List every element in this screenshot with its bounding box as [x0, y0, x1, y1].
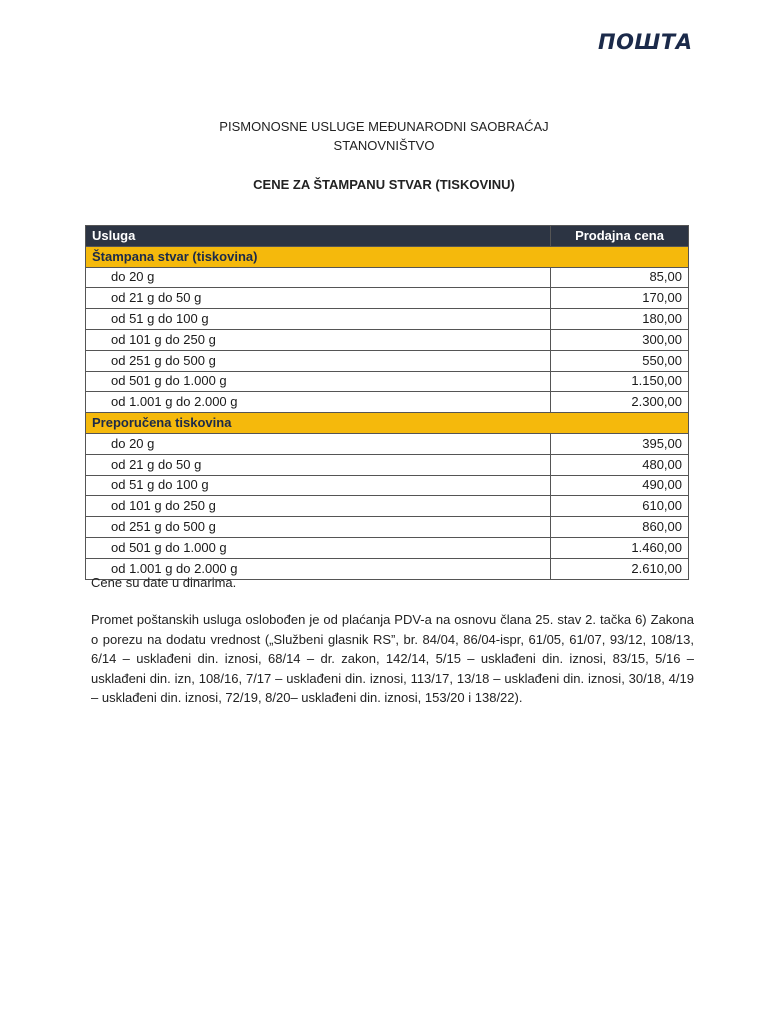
table-row	[86, 475, 689, 496]
price-cell: 2.610,00	[551, 558, 689, 579]
legal-note: Promet poštanskih usluga oslobođen je od plaćanja PDV-a na osnovu člana 25. stav 2. tačka 6) Zakona o porezu na dodatu vrednost („Službeni glasnik RS”, br. 84/04, 86/04-ispr, 61/05, 61/07, 93/12, 108/13, 6/14 – usklađeni din. iznosi, 68/14 – dr. zakon, 142/14, 5/15 – usklađeni din. iznosi, 83/15, 5/16 – usklađeni din. izn, 108/16, 7/17 – usklađeni din. iznosi, 113/17, 13/18 – usklađeni din. iznosi, 30/18, 4/19 – usklađeni din. iznosi, 72/19, 8/20– usklađeni din. iznosi, 153/20 i 138/22).	[91, 612, 694, 705]
section-title: Preporučena tiskovina	[86, 413, 689, 434]
table-row	[86, 329, 689, 350]
weight-range-cell: od 51 g do 100 g	[86, 309, 551, 330]
price-cell: 85,00	[551, 267, 689, 288]
price-cell: 300,00	[551, 329, 689, 350]
table-section-row	[86, 413, 689, 434]
weight-range-cell: do 20 g	[86, 433, 551, 454]
document-title-line1: PISMONOSNE USLUGE MEĐUNARODNI SAOBRAĆAJ	[219, 119, 549, 134]
table-row	[86, 517, 689, 538]
weight-range-cell: do 20 g	[86, 267, 551, 288]
price-cell: 860,00	[551, 517, 689, 538]
weight-range-cell: od 21 g do 50 g	[86, 288, 551, 309]
price-cell: 1.460,00	[551, 537, 689, 558]
weight-range-cell: od 1.001 g do 2.000 g	[86, 392, 551, 413]
price-cell: 550,00	[551, 350, 689, 371]
table-row	[86, 350, 689, 371]
weight-range-cell: od 501 g do 1.000 g	[86, 371, 551, 392]
price-table	[85, 225, 689, 580]
table-row	[86, 537, 689, 558]
price-cell: 1.150,00	[551, 371, 689, 392]
price-cell: 395,00	[551, 433, 689, 454]
section-title: Štampana stvar (tiskovina)	[86, 246, 689, 267]
weight-range-cell: od 51 g do 100 g	[86, 475, 551, 496]
document-title-line2: STANOVNIŠTVO	[333, 138, 435, 153]
table-header-row	[86, 226, 689, 247]
table-row	[86, 267, 689, 288]
weight-range-cell: od 501 g do 1.000 g	[86, 537, 551, 558]
price-column-header: Prodajna cena	[551, 226, 689, 247]
weight-range-cell: od 251 g do 500 g	[86, 517, 551, 538]
table-row	[86, 392, 689, 413]
currency-note: Cene su date u dinarima.	[91, 575, 237, 590]
table-row	[86, 454, 689, 475]
table-body	[86, 246, 689, 579]
table-row	[86, 496, 689, 517]
weight-range-cell: od 21 g do 50 g	[86, 454, 551, 475]
price-cell: 490,00	[551, 475, 689, 496]
price-cell: 180,00	[551, 309, 689, 330]
weight-range-cell: od 101 g do 250 g	[86, 329, 551, 350]
table-row	[86, 288, 689, 309]
table-section-row	[86, 246, 689, 267]
weight-range-cell: od 251 g do 500 g	[86, 350, 551, 371]
posta-logo: ПОШТА	[598, 30, 693, 54]
table-row	[86, 433, 689, 454]
document-subtitle: CENE ZA ŠTAMPANU STVAR (TISKOVINU)	[253, 177, 515, 192]
price-cell: 2.300,00	[551, 392, 689, 413]
weight-range-cell: od 101 g do 250 g	[86, 496, 551, 517]
service-column-header: Usluga	[86, 226, 551, 247]
price-cell: 170,00	[551, 288, 689, 309]
table-row	[86, 371, 689, 392]
weight-range-cell: od 1.001 g do 2.000 g	[86, 558, 551, 579]
price-cell: 480,00	[551, 454, 689, 475]
table-row	[86, 309, 689, 330]
price-cell: 610,00	[551, 496, 689, 517]
